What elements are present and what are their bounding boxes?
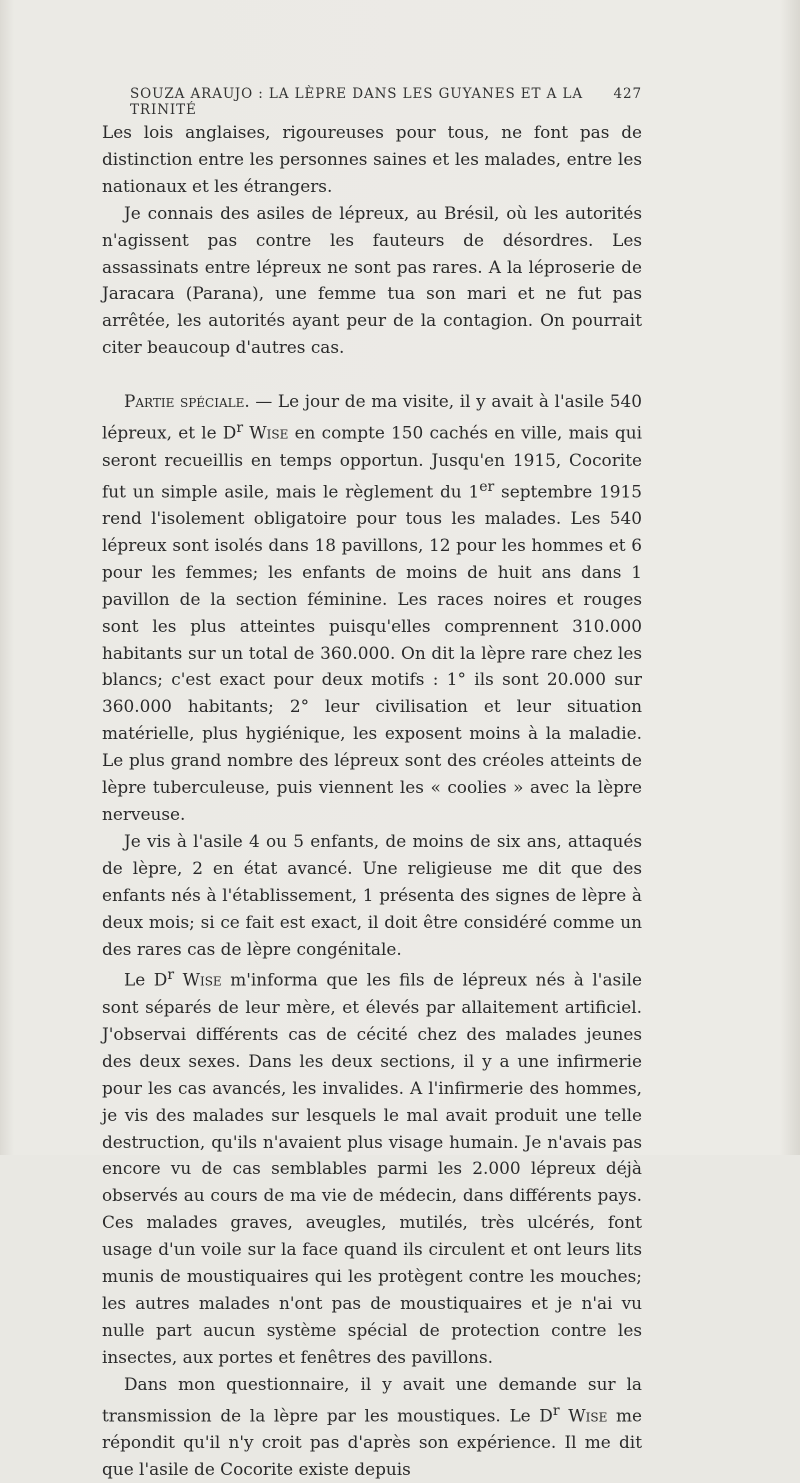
person-name: Wise — [559, 1405, 608, 1426]
page-number: 427 — [613, 86, 642, 102]
running-title: SOUZA ARAUJO : LA LÈPRE DANS LES GUYANES ET A LA TRINITÉ — [130, 86, 583, 118]
paragraph: Je vis à l'asile 4 ou 5 enfants, de moins de six ans, attaqués de lèpre, 2 en état avancé. Une religieuse me dit que des enfants nés à l'établissement, 1 présenta des signes de lèpre à deux mois; si ce fait est exact, il doit être considéré comme un des rares cas de lèpre congénitale. — [102, 830, 642, 959]
paragraph: Le $D^r$ Wise m'informa que les fils de lépreux nés à l'asile sont séparés de leur mère, et élevés par allaitement artificiel. J'observai différents cas de cécité chez des malades jeunes des deux sexes. Dans les deux sections, il y a une infirmerie pour les cas avancés, les invalides. A l'infirmerie des hommes, je vis des malades sur lesquels le mal avait produit une telle destruction, qu'ils n'avaient plus visage humain. Je n'avais pas encore vu de cas semblables parmi les 2.000 lépreux déjà observés au cours de ma vie de médecin, dans différents pays. Ces malades graves, aveugles, mutilés, très ulcérés, font usage d'un voile sur la face quand ils circulent et ont leurs lits munis de moustiquaires qui les protègent contre les mouches; les autres malades n'ont pas de moustiquaires et je n'ai vu nulle part aucun système spécial de protection contre les insectes, aux portes et fenêtres des pavillons. — [102, 967, 642, 1367]
person-name: Wise — [174, 970, 222, 991]
paragraph: Les lois anglaises, rigoureuses pour tous, ne font pas de distinction entre les personnes saines et les malades, entre les nationaux et les étrangers. — [102, 122, 642, 196]
paragraph: Dans mon questionnaire, il y avait une demande sur la transmission de la lèpre par les moustiques. Le $D^r$ Wise me répondit qu'il n'y croit pas d'après son expérience. Il me dit que l'asile de Cocorite existe depuis — [102, 1373, 642, 1479]
person-name: Wise — [243, 422, 289, 443]
running-header — [130, 86, 642, 118]
paragraph: Partie spéciale. — Le jour de ma visite, il y avait à l'asile 540 lépreux, et le $D^r$ Wise en compte 150 cachés en ville, mais qui seront recueillis en temps opportun. Jusqu'en 1915, Cocorite fut un simple asile, mais le règlement du 1er septembre 1915 rend l'isolement obligatoire pour tous les malades. Les 540 lépreux sont isolés dans 18 pavillons, 12 pour les hommes et 6 pour les femmes; les enfants de moins de huit ans dans 1 pavillon de la section féminine. Les races noires et rouges sont les plus atteintes puisqu'elles comprennent 310.000 habitants sur un total de 360.000. On dit la lèpre rare chez les blancs; c'est exact pour deux motifs : 1° ils sont 20.000 sur 360.000 habitants; 2° leur civilisation et leur situation matérielle, plus hygiénique, les exposent moins à la maladie. Le plus grand nombre des lépreux sont des créoles atteints de lèpre tuberculeuse, puis viennent les « coolies » avec la lèpre nerveuse. — [102, 391, 643, 824]
body-text — [102, 119, 642, 1483]
section-heading: Partie spéciale. — [124, 391, 250, 412]
paragraph: Je connais des asiles de lépreux, au Brésil, où les autorités n'agissent pas contre les fauteurs de désordres. Les assassinats entre lépreux ne sont pas rares. A la léproserie de Jaracara (Parana), une femme tua son mari et ne fut pas arrêtée, les autorités ayant peur de la contagion. On pourrait citer beaucoup d'autres cas. — [102, 202, 642, 358]
